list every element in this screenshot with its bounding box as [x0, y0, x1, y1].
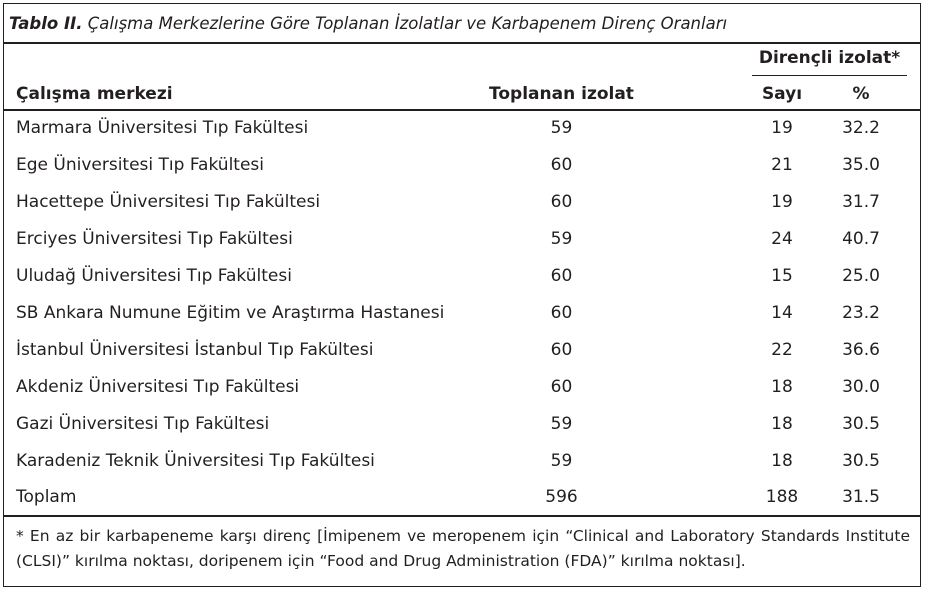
row-5-percent: 23.2 — [842, 303, 880, 323]
total-count: 188 — [765, 487, 799, 507]
row-2-center: Hacettepe Üniversitesi Tıp Fakültesi — [16, 192, 321, 212]
header-count: Sayı — [761, 84, 803, 104]
total-center: Toplam — [16, 487, 77, 507]
row-4-collected: 60 — [550, 266, 573, 286]
row-0-collected: 59 — [550, 118, 573, 138]
table-footnote: * En az bir karbapeneme karşı direnç [İmipenem ve meropenem için “Clinical and Laboratory Standards Institute (CLSI)” kırılma noktası, doripenem için “Food and Drug Administration (FDA)” kırılma noktası]. — [16, 527, 910, 570]
header-percent: % — [852, 84, 870, 104]
row-8-collected: 59 — [550, 414, 573, 434]
row-1-count: 21 — [771, 155, 793, 175]
caption-label: Tablo II. — [9, 14, 83, 33]
row-6-collected: 60 — [550, 340, 573, 360]
row-4-center: Uludağ Üniversitesi Tıp Fakültesi — [16, 266, 292, 286]
total-collected: 596 — [545, 487, 578, 507]
row-3-collected: 59 — [550, 229, 573, 249]
row-0-percent: 32.2 — [842, 118, 880, 138]
row-5-center: SB Ankara Numune Eğitim ve Araştırma Hastanesi — [16, 303, 445, 323]
row-7-percent: 30.0 — [842, 377, 880, 397]
header-center: Çalışma merkezi — [16, 84, 173, 104]
row-9-count: 18 — [771, 451, 793, 471]
table-caption — [9, 14, 727, 33]
row-6-center: İstanbul Üniversitesi İstanbul Tıp Fakültesi — [16, 340, 374, 360]
row-5-collected: 60 — [550, 303, 573, 323]
row-2-count: 19 — [771, 192, 793, 212]
row-3-count: 24 — [771, 229, 793, 249]
row-1-percent: 35.0 — [842, 155, 880, 175]
total-percent: 31.5 — [842, 487, 880, 507]
group-rule — [752, 75, 907, 76]
row-3-percent: 40.7 — [842, 229, 880, 249]
row-7-count: 18 — [771, 377, 793, 397]
caption-title: Çalışma Merkezlerine Göre Toplanan İzolatlar ve Karbapenem Direnç Oranları — [87, 14, 728, 33]
row-8-center: Gazi Üniversitesi Tıp Fakültesi — [16, 414, 270, 434]
row-6-count: 22 — [771, 340, 793, 360]
row-5-count: 14 — [771, 303, 793, 323]
header-resistant-group: Dirençli izolat* — [758, 48, 901, 68]
row-4-count: 15 — [771, 266, 793, 286]
row-7-collected: 60 — [550, 377, 573, 397]
row-2-collected: 60 — [550, 192, 573, 212]
row-0-center: Marmara Üniversitesi Tıp Fakültesi — [16, 118, 309, 138]
row-2-percent: 31.7 — [842, 192, 880, 212]
top-rule — [4, 42, 920, 44]
row-8-count: 18 — [771, 414, 793, 434]
row-7-center: Akdeniz Üniversitesi Tıp Fakültesi — [16, 377, 300, 397]
header-rule — [4, 109, 920, 111]
row-4-percent: 25.0 — [842, 266, 880, 286]
row-1-collected: 60 — [550, 155, 573, 175]
row-6-percent: 36.6 — [842, 340, 880, 360]
row-8-percent: 30.5 — [842, 414, 880, 434]
header-collected: Toplanan izolat — [489, 84, 634, 104]
row-3-center: Erciyes Üniversitesi Tıp Fakültesi — [16, 229, 293, 249]
row-1-center: Ege Üniversitesi Tıp Fakültesi — [16, 155, 264, 175]
row-9-center: Karadeniz Teknik Üniversitesi Tıp Fakültesi — [16, 451, 375, 471]
bottom-rule — [4, 515, 920, 517]
row-9-percent: 30.5 — [842, 451, 880, 471]
row-9-collected: 59 — [550, 451, 573, 471]
row-0-count: 19 — [771, 118, 793, 138]
